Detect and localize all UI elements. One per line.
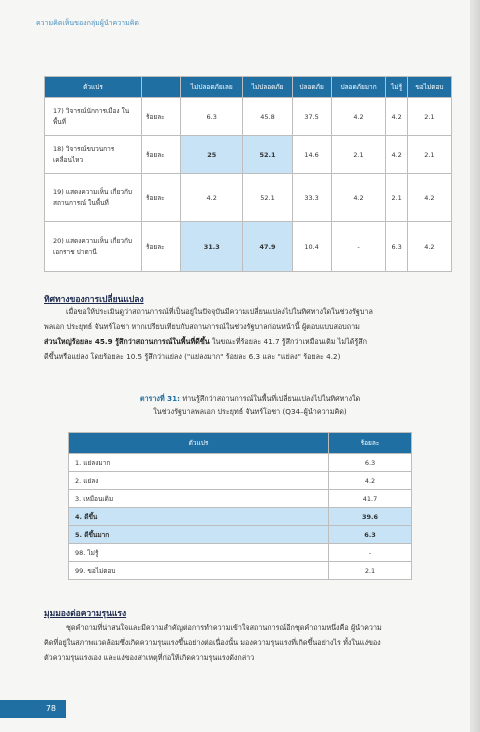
cell: 4.2 — [386, 98, 407, 136]
row-label: 2. แย่ลง — [69, 472, 329, 490]
cell: 4.2 — [407, 222, 451, 272]
bold-finding: ส่วนใหญ่ร้อยละ 45.9 รู้สึกว่าสถานการณ์ในพื้นที่ดีขึ้น — [44, 337, 210, 346]
table-row-highlight — [69, 508, 412, 526]
cell: 37.5 — [292, 98, 331, 136]
cell: 4.2 — [331, 98, 386, 136]
row-value: 39.6 — [329, 508, 412, 526]
section-heading-violence: มุมมองต่อความรุนแรง — [44, 609, 127, 619]
header-safe: ปลอดภัย — [292, 77, 331, 98]
cell: 6.3 — [181, 98, 243, 136]
section-heading-direction: ทิศทางของการเปลี่ยนแปลง — [44, 295, 144, 305]
row-label: 19) แสดงความเห็น เกี่ยวกับสถานการณ์ ในพื้นที่ — [45, 174, 142, 222]
paragraph-line: คิดที่อยู่ในสภาพแวดล้อมซึ่งเกิดความรุนแรงขึ้นอย่างต่อเนื่องนั้น มองความรุนแรงที่เกิดขึ้นอย่างไร ทั้งในแง่ของ — [44, 638, 381, 647]
cell: 6.3 — [386, 222, 407, 272]
running-head: ความคิดเห็นของกลุ่มผู้นำความคิด — [36, 19, 139, 27]
cell: - — [331, 222, 386, 272]
paragraph-line: พลเอก ประยุทธ์ จันทร์โอชา หากเปรียบเทียบกับสถานการณ์ในช่วงรัฐบาลก่อนหน้านี้ ผู้ตอบแบบสอบถาม — [44, 322, 360, 331]
caption-line: ในช่วงรัฐบาลพลเอก ประยุทธ์ จันทร์โอชา (Q34–ผู้นำความคิด) — [153, 407, 347, 416]
cell: 4.2 — [331, 174, 386, 222]
row-label: 5. ดีขึ้นมาก — [69, 526, 329, 544]
row-value: - — [329, 544, 412, 562]
paragraph-line: ชุดคำถามที่น่าสนใจและมีความสำคัญต่อการทำความเข้าใจสถานการณ์อีกชุดคำถามหนึ่งคือ ผู้นำความ — [66, 623, 382, 632]
paragraph-line — [44, 334, 450, 349]
header-percent: ร้อยละ — [329, 433, 412, 454]
row-value: 4.2 — [329, 472, 412, 490]
table-header-row — [69, 433, 412, 454]
header-no-answer: ขอไม่ตอบ — [407, 77, 451, 98]
row-label: 1. แย่ลงมาก — [69, 454, 329, 472]
cell-highlight: 52.1 — [243, 136, 292, 174]
row-value: 2.1 — [329, 562, 412, 580]
paragraph-line: ดีขึ้นหรือแย่ลง โดยร้อยละ 10.5 รู้สึกว่าแย่ลง ("แย่ลงมาก" ร้อยละ 6.3 และ "แย่ลง" ร้อยละ 4.2) — [44, 352, 341, 361]
row-value: 6.3 — [329, 454, 412, 472]
cell: 4.2 — [407, 174, 451, 222]
row-label: 18) วิจารณ์ขบวนการ เคลื่อนไหว — [45, 136, 142, 174]
cell: 2.1 — [407, 136, 451, 174]
caption-line: ท่านรู้สึกว่าสถานการณ์ในพื้นที่เปลี่ยนแปลงไปในทิศทางใด — [182, 394, 361, 403]
table-row — [45, 174, 452, 222]
paragraph-line: ตัวความรุนแรงเอง และแง่ของสาเหตุที่ก่อให้เกิดความรุนแรงดังกล่าว — [44, 653, 255, 662]
table-row — [69, 490, 412, 508]
cell: 33.3 — [292, 174, 331, 222]
header-dont-know: ไม่รู้ — [386, 77, 407, 98]
cell: 4.2 — [181, 174, 243, 222]
cell: 4.2 — [386, 136, 407, 174]
row-label: 3. เหมือนเดิม — [69, 490, 329, 508]
cell: 2.1 — [386, 174, 407, 222]
row-value: 41.7 — [329, 490, 412, 508]
row-label: 20) แสดงความเห็น เกี่ยวกับเอกราช ปาตานี — [45, 222, 142, 272]
header-unsafe: ไม่ปลอดภัย — [243, 77, 292, 98]
table-safety-opinions — [44, 76, 452, 272]
header-very-unsafe: ไม่ปลอดภัยเลย — [181, 77, 243, 98]
cell-highlight: 25 — [181, 136, 243, 174]
cell: 52.1 — [243, 174, 292, 222]
row-unit: ร้อยละ — [142, 136, 181, 174]
table-caption — [120, 392, 380, 418]
paragraph-line: เมื่อขอให้ประเมินดูว่าสถานการณ์ที่เป็นอยู่ในปัจจุบันมีความเปลี่ยนแปลงไปในทิศทางใดในช่วงรัฐบาล — [66, 307, 373, 316]
table-header-row — [45, 77, 452, 98]
page-number: 78 — [0, 700, 66, 718]
header-variable: ตัวแปร — [45, 77, 142, 98]
table-row — [69, 544, 412, 562]
paragraph-violence — [44, 620, 450, 665]
row-unit: ร้อยละ — [142, 98, 181, 136]
row-label: 98. ไม่รู้ — [69, 544, 329, 562]
table-row — [69, 454, 412, 472]
table-row-highlight — [69, 526, 412, 544]
header-variable: ตัวแปร — [69, 433, 329, 454]
page-edge-shadow — [470, 0, 480, 732]
table-direction-of-change — [68, 432, 412, 580]
table-row — [45, 136, 452, 174]
row-label: 99. ขอไม่ตอบ — [69, 562, 329, 580]
cell-highlight: 31.3 — [181, 222, 243, 272]
row-unit: ร้อยละ — [142, 174, 181, 222]
cell-highlight: 47.9 — [243, 222, 292, 272]
cell: 14.6 — [292, 136, 331, 174]
cell: 2.1 — [407, 98, 451, 136]
cell: 45.8 — [243, 98, 292, 136]
header-very-safe: ปลอดภัยมาก — [331, 77, 386, 98]
cell: 10.4 — [292, 222, 331, 272]
paragraph-text: ในขณะที่ร้อยละ 41.7 รู้สึกว่าเหมือนเดิม ไม่ได้รู้สึก — [209, 337, 368, 346]
row-unit: ร้อยละ — [142, 222, 181, 272]
table-row — [45, 222, 452, 272]
cell: 2.1 — [331, 136, 386, 174]
row-label: 4. ดีขึ้น — [69, 508, 329, 526]
caption-number: ตารางที่ 31: — [139, 394, 181, 403]
table-row — [69, 472, 412, 490]
paragraph-direction — [44, 304, 450, 364]
row-value: 6.3 — [329, 526, 412, 544]
table-row — [69, 562, 412, 580]
row-label: 17) วิจารณ์นักการเมือง ในพื้นที่ — [45, 98, 142, 136]
table-row — [45, 98, 452, 136]
header-unit — [142, 77, 181, 98]
